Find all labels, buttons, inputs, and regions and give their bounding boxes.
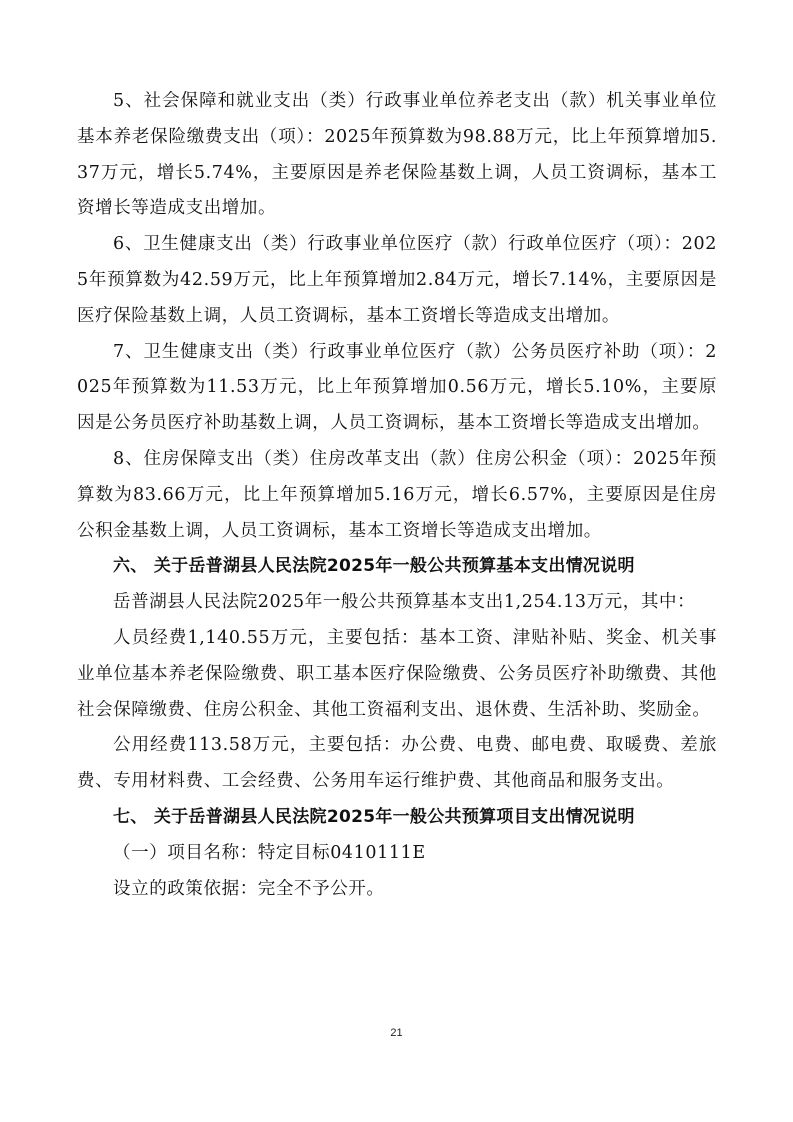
section-6-heading: 六、 关于岳普湖县人民法院2025年一般公共预算基本支出情况说明 [113, 556, 635, 577]
paragraph-item-6: 6、卫生健康支出（类）行政事业单位医疗（款）行政单位医疗（项）：2025年预算数为42.59万元，比上年预算增加2.84万元，增长7.14%，主要原因是医疗保险基数上调，人员工资调标，基本工资增长等造成支出增加。 [77, 234, 717, 326]
paragraph-item-8: 8、住房保障支出（类）住房改革支出（款）住房公积金（项）：2025年预算数为83.66万元，比上年预算增加5.16万元，增长6.57%，主要原因是住房公积金基数上调，人员工资调标，基本工资增长等造成支出增加。 [77, 448, 717, 541]
paragraph-item-5: 5、社会保障和就业支出（类）行政事业单位养老支出（款）机关事业单位基本养老保险缴费支出（项）：2025年预算数为98.88万元，比上年预算增加5.37万元，增长5.74%，主要原因是养老保险基数上调，人员工资调标，基本工资增长等造成支出增加。 [77, 91, 717, 219]
section-6-intro: 岳普湖县人民法院2025年一般公共预算基本支出1,254.13万元，其中： [113, 592, 696, 613]
section-7-policy-basis: 设立的政策依据：完全不予公开。 [113, 878, 385, 899]
section-7-heading: 七、 关于岳普湖县人民法院2025年一般公共预算项目支出情况说明 [113, 806, 635, 827]
document-body [77, 84, 717, 907]
paragraph-item-7: 7、卫生健康支出（类）行政事业单位医疗（款）公务员医疗补助（项）：2025年预算数为11.53万元，比上年预算增加0.56万元，增长5.10%，主要原因是公务员医疗补助基数上调，人员工资调标，基本工资增长等造成支出增加。 [77, 341, 717, 434]
section-6-personnel-expenses: 人员经费1,140.55万元，主要包括：基本工资、津贴补贴、奖金、机关事业单位基本养老保险缴费、职工基本医疗保险缴费、公务员医疗补助缴费、其他社会保障缴费、住房公积金、其他工资福利支出、退休费、生活补助、奖励金。 [77, 627, 717, 720]
page-number: 21 [390, 1027, 403, 1039]
section-7-project-name: （一）项目名称：特定目标0410111E [113, 842, 426, 863]
section-6-public-expenses: 公用经费113.58万元，主要包括：办公费、电费、邮电费、取暖费、差旅费、专用材料费、工会经费、公务用车运行维护费、其他商品和服务支出。 [77, 735, 717, 792]
